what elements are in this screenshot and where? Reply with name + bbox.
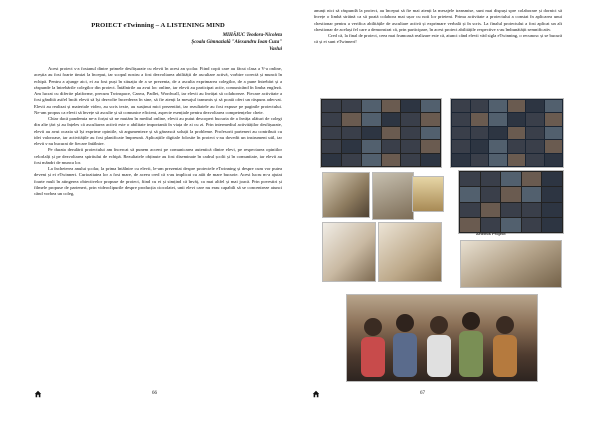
article-title: PROIECT eTwinning – A LISTENING MIND <box>91 22 225 29</box>
author-school: Școala Gimnazială "Alexandru Ioan Cuza" <box>191 40 282 45</box>
page-number: 66 <box>152 391 157 396</box>
zoom-meeting-photo <box>450 98 564 168</box>
paragraph: Cred că, la final de proiect, ceea mai frumoasă realizare este că, atunci când elevii văd sigla eTwinning, o recunosc și se bucură că și ei sunt eTwinneri! <box>314 33 562 45</box>
page-footer <box>0 390 300 400</box>
paragraph: Pe durata derulării proiectului am încercat să punem accent pe comunicarea autentică dintre elevi, pe respectarea opiniilor celorlalți și pe dezvoltarea spiritului de echipă. Rezultatele obținute au fost diseminate în cadrul școlii și în comunitate, iar elevii au fost mândri de munca lor. <box>34 147 282 165</box>
students-illustration <box>347 295 537 381</box>
page-footer <box>300 390 600 400</box>
paragraph: La încheierea anului școlar, la prima întâlnire cu elevii, le-am prezentat despre proiectele eTwinning și despre cum vor putea deveni și ei eTwinneri. Curiozitatea lor a fost mare, de aceea cred că s-au implicat cu atât de mare bucurie. Acest lucru m-a ajutat foarte mult în atingerea obiectivelor propuse de proiect, fiind cu ei și simțind că învăț, ca mai altfel și mai joacă. Prin povestiri și filmele propuse de parteneri, prin videoclipurile despre producția ciocolatei, unii elevi care nu erau capabili să se concentreze atunci când vorbea un coleg, <box>34 166 282 196</box>
page-number: 67 <box>420 391 425 396</box>
student-project-photo <box>372 172 414 220</box>
student-project-photo <box>322 222 376 282</box>
student-project-photo <box>412 176 444 212</box>
paragraph: anunți nici să răspundă la proiect, au început să fie mai atenți la mesajele transmise, sunt mai dispuși spre colaborare și dornici să învețe o limbă străină ca să poată colabora mai ușor cu noii lor prieteni. Prima activitate a proiectului a constat în aplicarea unui chestionar pentru a verifica abilitățile de ascultare activă și exprimare verbală și în scris. La finalul proiectului a fost aplicat un alt chestionar de același fel care a demonstrat că, prin participare, în acest proiect abilitățile respective s-au îmbunătățit semnificativ. <box>314 8 562 32</box>
paragraph: Acest proiect s-a fostanul dintre primele desfășurate cu elevii în acest an școlar. Fiind copii care au făcut clasa a V-a online, aceștia au fost foarte timizi la început, iar scopul nostru a fost dezvoltarea abilității de ascultare activă, vorbire corectă și muncă în echipă. Pentru a ajunge aici, ei au fost puși în situația de a se prezenta, de a asculta exprimarea colegilor, de a pune întrebări și a răspunde la întrebările colegilor din proiect. Întâlnirile au avut loc online, iar elevii au participat activ, comunicând în limba engleză. Am lucrat cu diferite platforme, precum Twinspace, Canva, Padlet, Wordwall, iar elevii au învățat să colaboreze. Fiecare activitate a fost gândită astfel încât elevii să își dezvolte încrederea în sine, să fie atenți la mesajul transmis și să poată oferi un răspuns adecvat. Elevii au realizat și materiale video, au scris texte, au susținut mici prezentări, iar rezultatele au fost expuse pe paginile proiectului. Ne-am propus ca elevii să învețe să asculte și să comunice eficient, aspecte esențiale pentru dezvoltarea competențelor cheie. <box>34 66 282 115</box>
zoom-meeting-photo <box>458 170 564 234</box>
photo-caption: Artemis Project <box>476 231 506 236</box>
zoom-meeting-photo <box>320 98 442 168</box>
student-project-photo <box>322 172 370 218</box>
author-city: Vaslui <box>269 47 282 52</box>
home-icon[interactable] <box>312 390 320 398</box>
home-icon[interactable] <box>34 390 42 398</box>
classroom-students-photo <box>346 294 538 382</box>
student-project-photo <box>460 240 562 288</box>
student-project-photo <box>378 222 442 282</box>
author-name: MIHĂIUC Teodora-Nicoleta <box>222 33 282 38</box>
right-page <box>300 0 600 424</box>
paragraph: Chiar dacă pandemia ne-a forțat să ne mutăm în mediul online, elevii au putut descoperi bucuria de a învăța alături de colegi din alte țări și au înțeles că ascultarea activă este o abilitate importantă în viața de zi cu zi. Prin intermediul activităților desfășurate, elevii au avut ocazia să își exprime opiniile, să argumenteze și să găsească soluții la probleme. Profesorii parteneri au contribuit cu idei valoroase, iar activitățile au fost planificate împreună. Aplicațiile digitale folosite în proiect s-au dovedit un instrument util, iar elevii s-au bucurat de fiecare întâlnire. <box>34 116 282 146</box>
